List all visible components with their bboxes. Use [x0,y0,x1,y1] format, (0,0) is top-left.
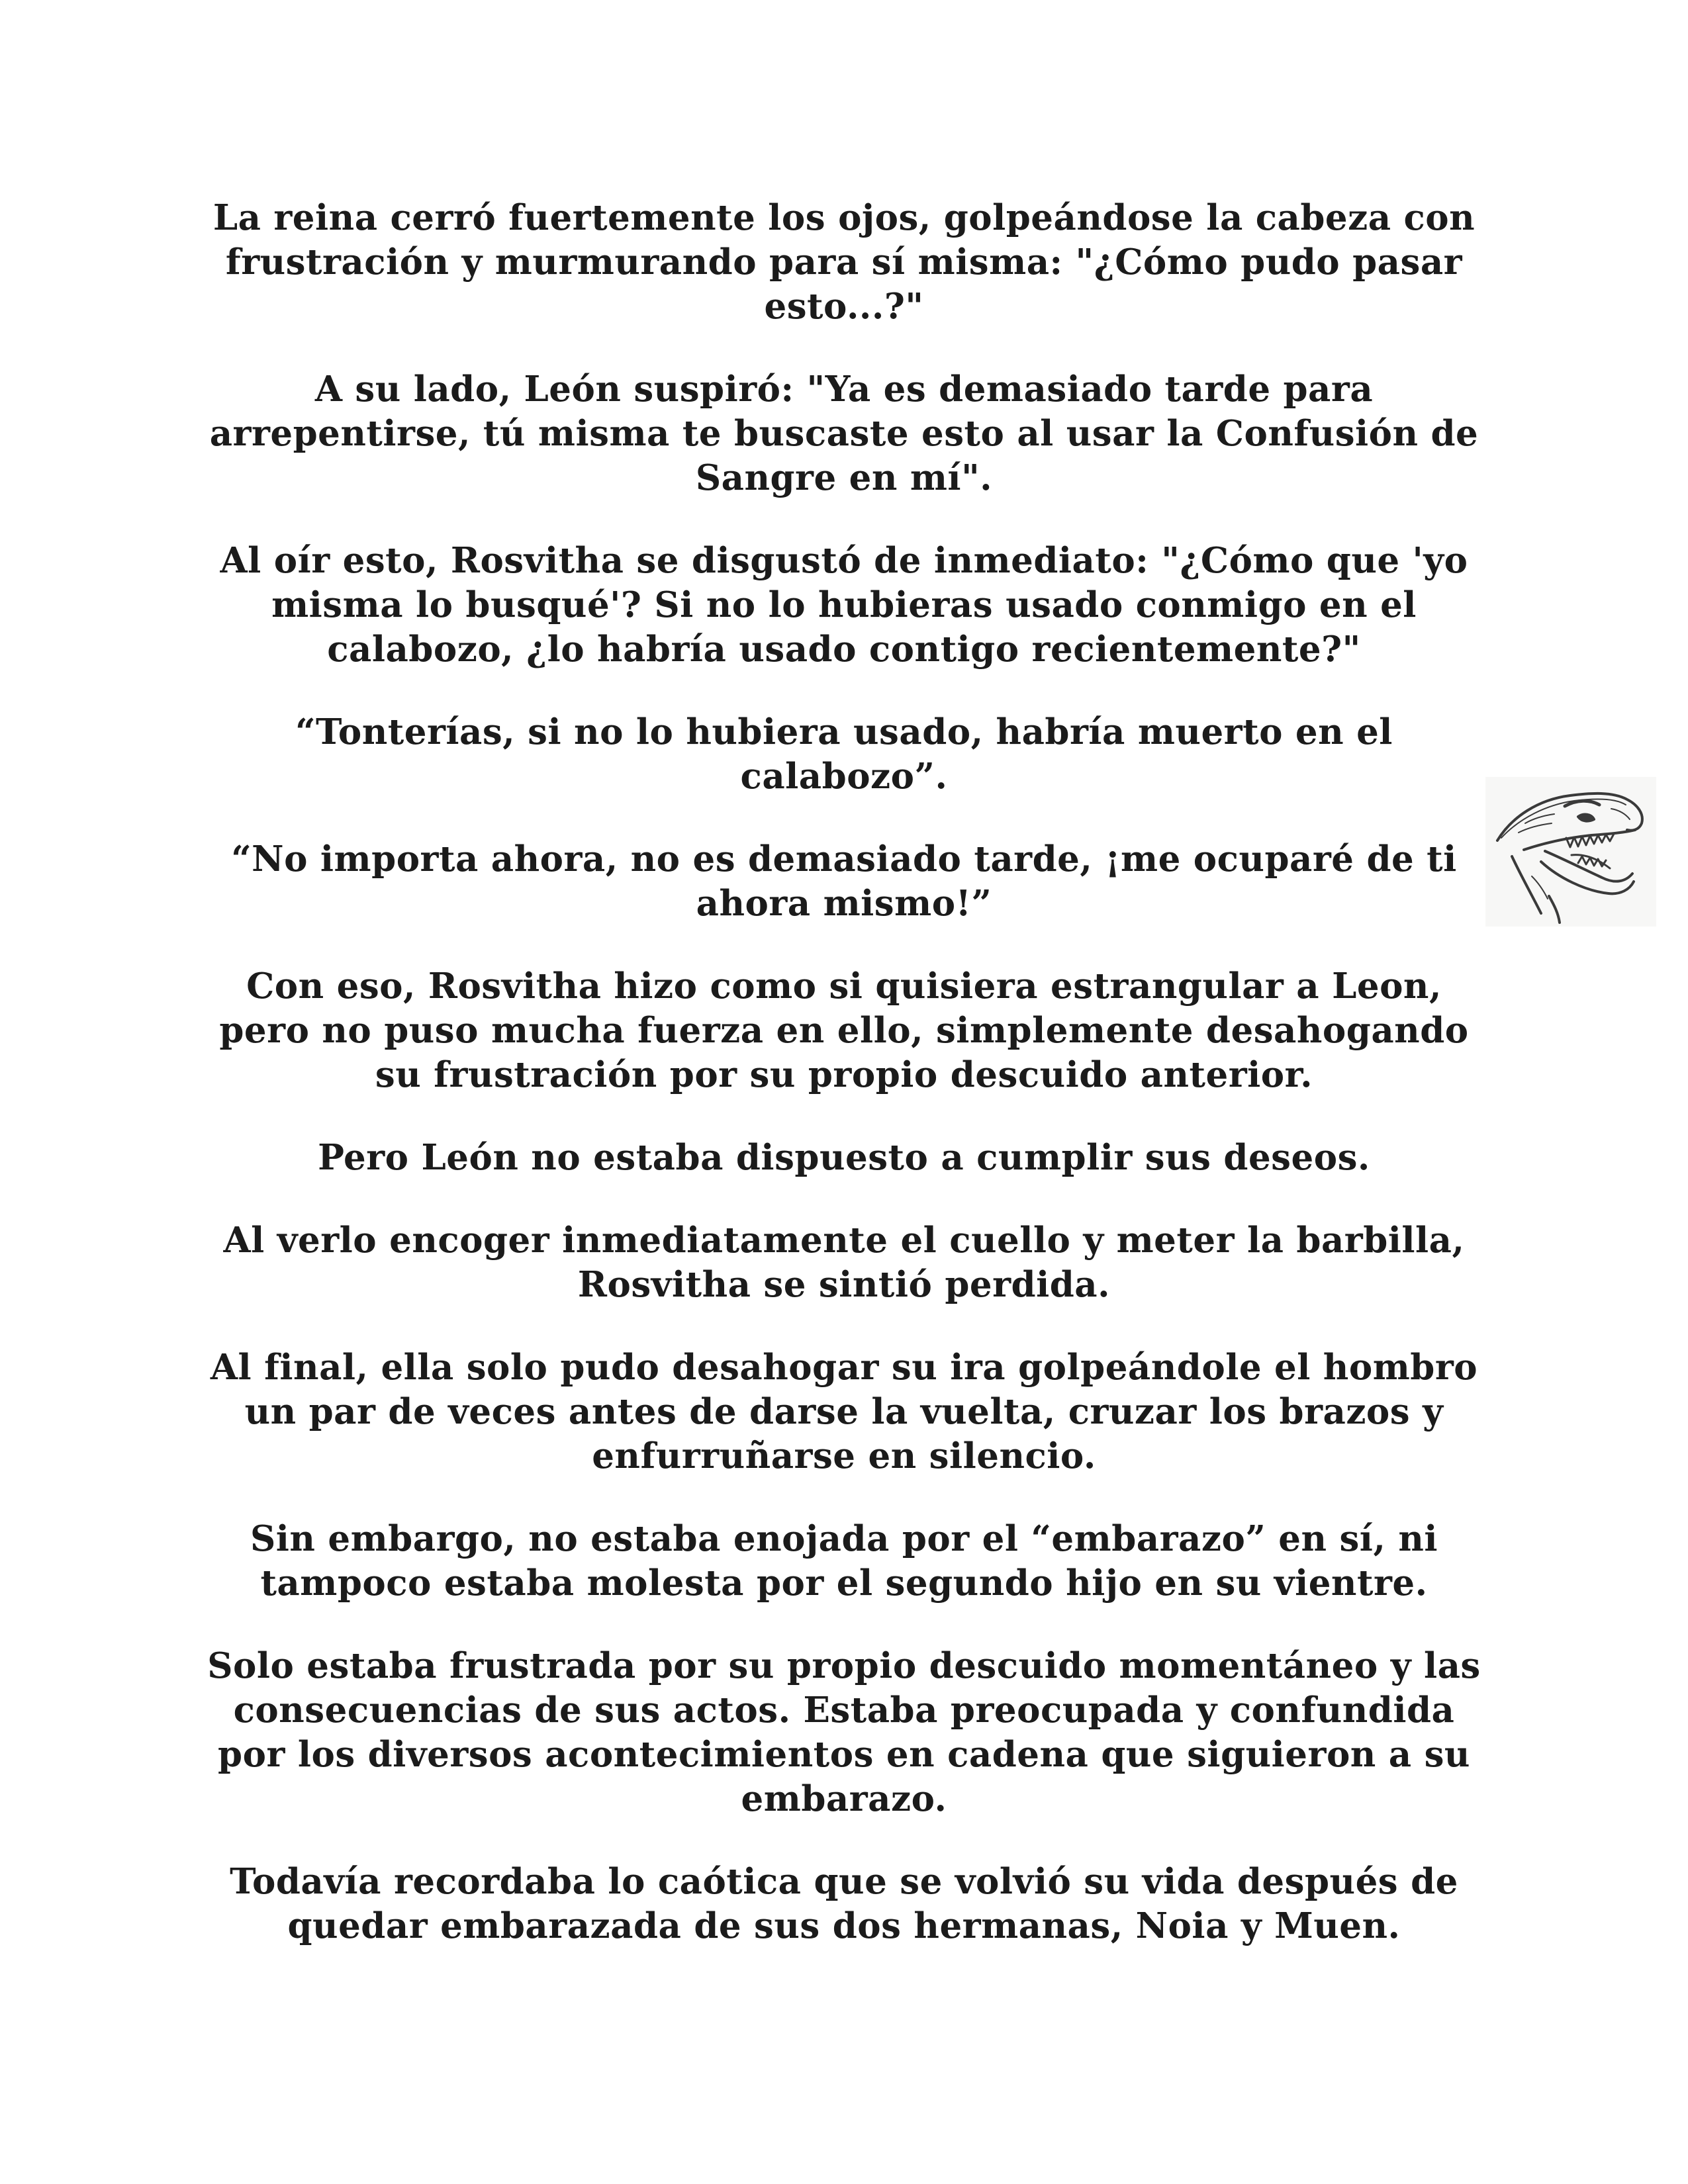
paragraph-7: Pero León no estaba dispuesto a cumplir sus deseos. [318,1137,1370,1178]
paragraph-11: Solo estaba frustrada por su propio descuido momentáneo y las consecuencias de sus actos. Estaba preocupada y confundida por los diversos acontecimientos en cadena que siguieron a su embarazo. [207,1645,1481,1819]
paragraph-1: La reina cerró fuertemente los ojos, golpeándose la cabeza con frustración y murmurando para sí misma: "¿Cómo pudo pasar esto...?" [212,197,1476,327]
paragraph-5: “No importa ahora, no es demasiado tarde, ¡me ocuparé de ti ahora mismo!” [231,839,1457,924]
paragraph-9: Al final, ella solo pudo desahogar su ira golpeándole el hombro un par de veces antes de darse la vuelta, cruzar los brazos y enfurruñarse en silencio. [210,1347,1478,1477]
paragraph-2: A su lado, León suspiró: "Ya es demasiado tarde para arrepentirse, tú misma te buscaste esto al usar la Confusión de Sangre en mí". [209,369,1479,498]
dinosaur-head-sketch-icon [1485,777,1656,927]
paragraph-6: Con eso, Rosvitha hizo como si quisiera estrangular a Leon, pero no puso mucha fuerza en ello, simplemente desahogando su frustración por su propio descuido anterior. [219,966,1469,1095]
paragraph-12: Todavía recordaba lo caótica que se volvió su vida después de quedar embarazada de sus dos hermanas, Noia y Muen. [230,1861,1458,1946]
document-body [199,196,1489,1987]
paragraph-8: Al verlo encoger inmediatamente el cuello y meter la barbilla, Rosvitha se sintió perdida. [223,1220,1465,1305]
paragraph-3: Al oír esto, Rosvitha se disgustó de inmediato: "¿Cómo que 'yo misma lo busqué'? Si no lo hubieras usado conmigo en el calabozo, ¿lo habría usado contigo recientemente?" [220,540,1468,670]
paragraph-10: Sin embargo, no estaba enojada por el “embarazo” en sí, ni tampoco estaba molesta por el segundo hijo en su vientre. [250,1518,1438,1604]
paragraph-4: “Tonterías, si no lo hubiera usado, habría muerto en el calabozo”. [295,711,1393,797]
